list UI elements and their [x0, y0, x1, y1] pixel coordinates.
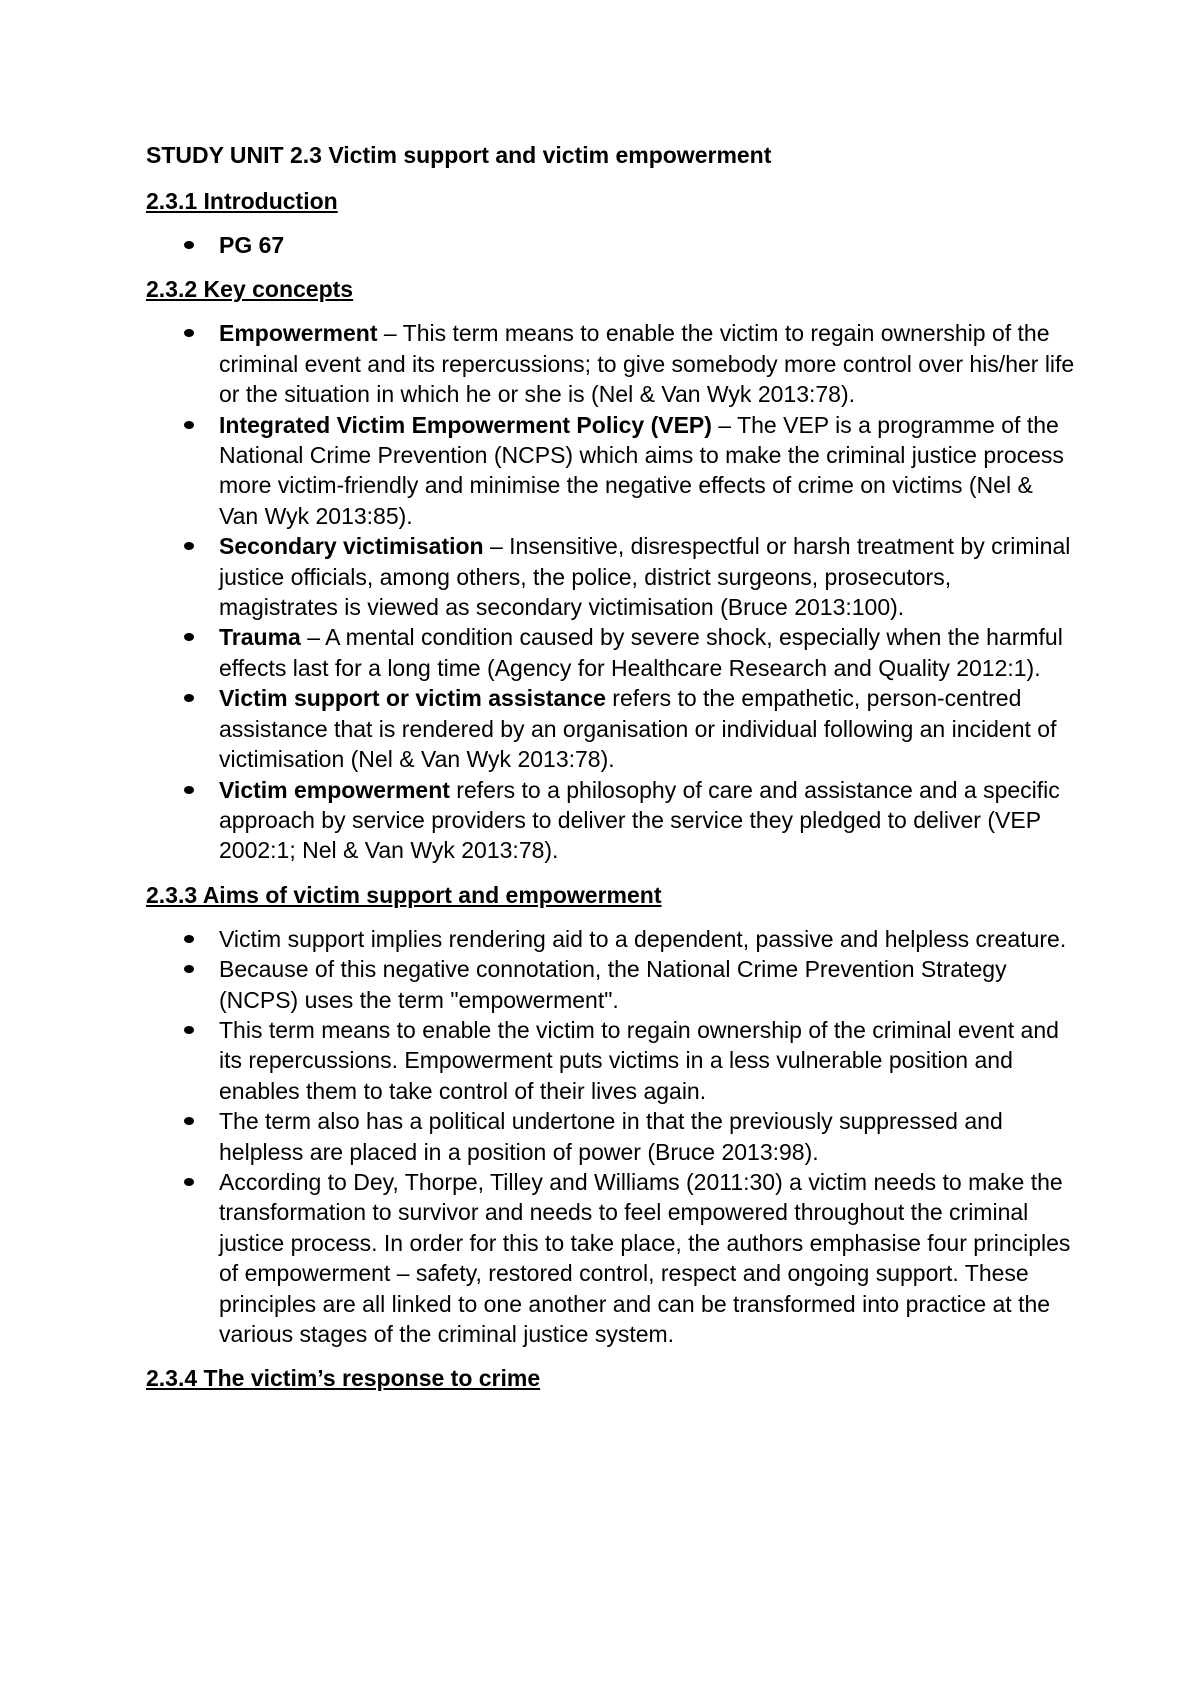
bullet-icon	[184, 1026, 194, 1034]
aim-text: Victim support implies rendering aid to a dependent, passive and helpless creature.	[219, 925, 1067, 952]
aim-text: The term also has a political undertone in that the previously suppressed and helpless are placed in a position of power (Bruce 2013:98).	[219, 1108, 1003, 1165]
key-concepts-list	[146, 318, 1076, 865]
document-page	[146, 140, 1076, 1407]
bullet-icon	[184, 694, 194, 702]
aim-text: According to Dey, Thorpe, Tilley and Williams (2011:30) a victim needs to make the transformation to survivor and needs to feel empowered throughout the criminal justice process. In order for this to take place, the authors emphasise four principles of empowerment – safety, restored control, respect and ongoing support. These principles are all linked to one another and can be transformed into practice at the various stages of the criminal justice system.	[219, 1168, 1071, 1347]
concept-definition: – Insensitive, disrespectful or harsh treatment by criminal justice officials, among others, the police, district surgeons, prosecutors, magistrates is viewed as secondary victimisation (Bruce 2013:100).	[219, 533, 1071, 621]
section-heading-aims: 2.3.3 Aims of victim support and empowerment	[146, 881, 662, 908]
bullet-icon	[184, 1117, 194, 1125]
section-heading-victim-response: 2.3.4 The victim’s response to crime	[146, 1365, 541, 1392]
concept-term: Victim support or victim assistance	[219, 685, 606, 712]
list-item	[146, 1106, 1076, 1167]
concept-definition: refers to the empathetic, person-centred assistance that is rendered by an organisation or individual following an incident of victimisation (Nel & Van Wyk 2013:78).	[219, 685, 1057, 773]
bullet-icon	[184, 241, 194, 249]
bullet-icon	[184, 965, 194, 973]
bullet-icon	[184, 421, 194, 429]
list-item	[146, 1015, 1076, 1106]
concept-term: Secondary victimisation	[219, 533, 484, 560]
list-item	[146, 775, 1076, 866]
concept-term: Empowerment	[219, 320, 378, 347]
list-item	[146, 1167, 1076, 1349]
concept-term: Integrated Victim Empowerment Policy (VEP)	[219, 411, 712, 438]
page-reference: PG 67	[219, 232, 285, 258]
bullet-icon	[184, 329, 194, 337]
concept-definition: – This term means to enable the victim to regain ownership of the criminal event and its repercussions; to give somebody more control over his/her life or the situation in which he or she is (Nel & Van Wyk 2013:78).	[219, 320, 1075, 408]
list-item	[146, 230, 1076, 260]
bullet-icon	[184, 935, 194, 943]
concept-term: Victim empowerment	[219, 776, 450, 803]
list-item	[146, 410, 1076, 532]
list-item	[146, 683, 1076, 774]
document-title: STUDY UNIT 2.3 Victim support and victim empowerment	[146, 142, 772, 168]
list-item	[146, 531, 1076, 622]
bullet-icon	[184, 1178, 194, 1186]
section-heading-key-concepts: 2.3.2 Key concepts	[146, 276, 354, 303]
section-heading-introduction: 2.3.1 Introduction	[146, 188, 338, 214]
bullet-icon	[184, 542, 194, 550]
list-item	[146, 954, 1076, 1015]
list-item	[146, 622, 1076, 683]
introduction-list	[146, 230, 1076, 260]
aim-text: This term means to enable the victim to regain ownership of the criminal event and its repercussions. Empowerment puts victims in a less vulnerable position and enables them to take control of their lives again.	[219, 1016, 1059, 1104]
aims-list	[146, 924, 1076, 1350]
aim-text: Because of this negative connotation, the National Crime Prevention Strategy (NCPS) uses the term "empowerment".	[219, 956, 1007, 1013]
bullet-icon	[184, 786, 194, 794]
concept-definition: refers to a philosophy of care and assistance and a specific approach by service providers to deliver the service they pledged to deliver (VEP 2002:1; Nel & Van Wyk 2013:78).	[219, 776, 1060, 864]
concept-term: Trauma	[219, 624, 301, 651]
bullet-icon	[184, 633, 194, 641]
concept-definition: – The VEP is a programme of the National Crime Prevention (NCPS) which aims to make the criminal justice process more victim-friendly and minimise the negative effects of crime on victims (Nel & Van Wyk 2013:85).	[219, 411, 1064, 529]
list-item	[146, 318, 1076, 409]
concept-definition: – A mental condition caused by severe shock, especially when the harmful effects last for a long time (Agency for Healthcare Research and Quality 2012:1).	[219, 624, 1063, 681]
list-item	[146, 924, 1076, 954]
